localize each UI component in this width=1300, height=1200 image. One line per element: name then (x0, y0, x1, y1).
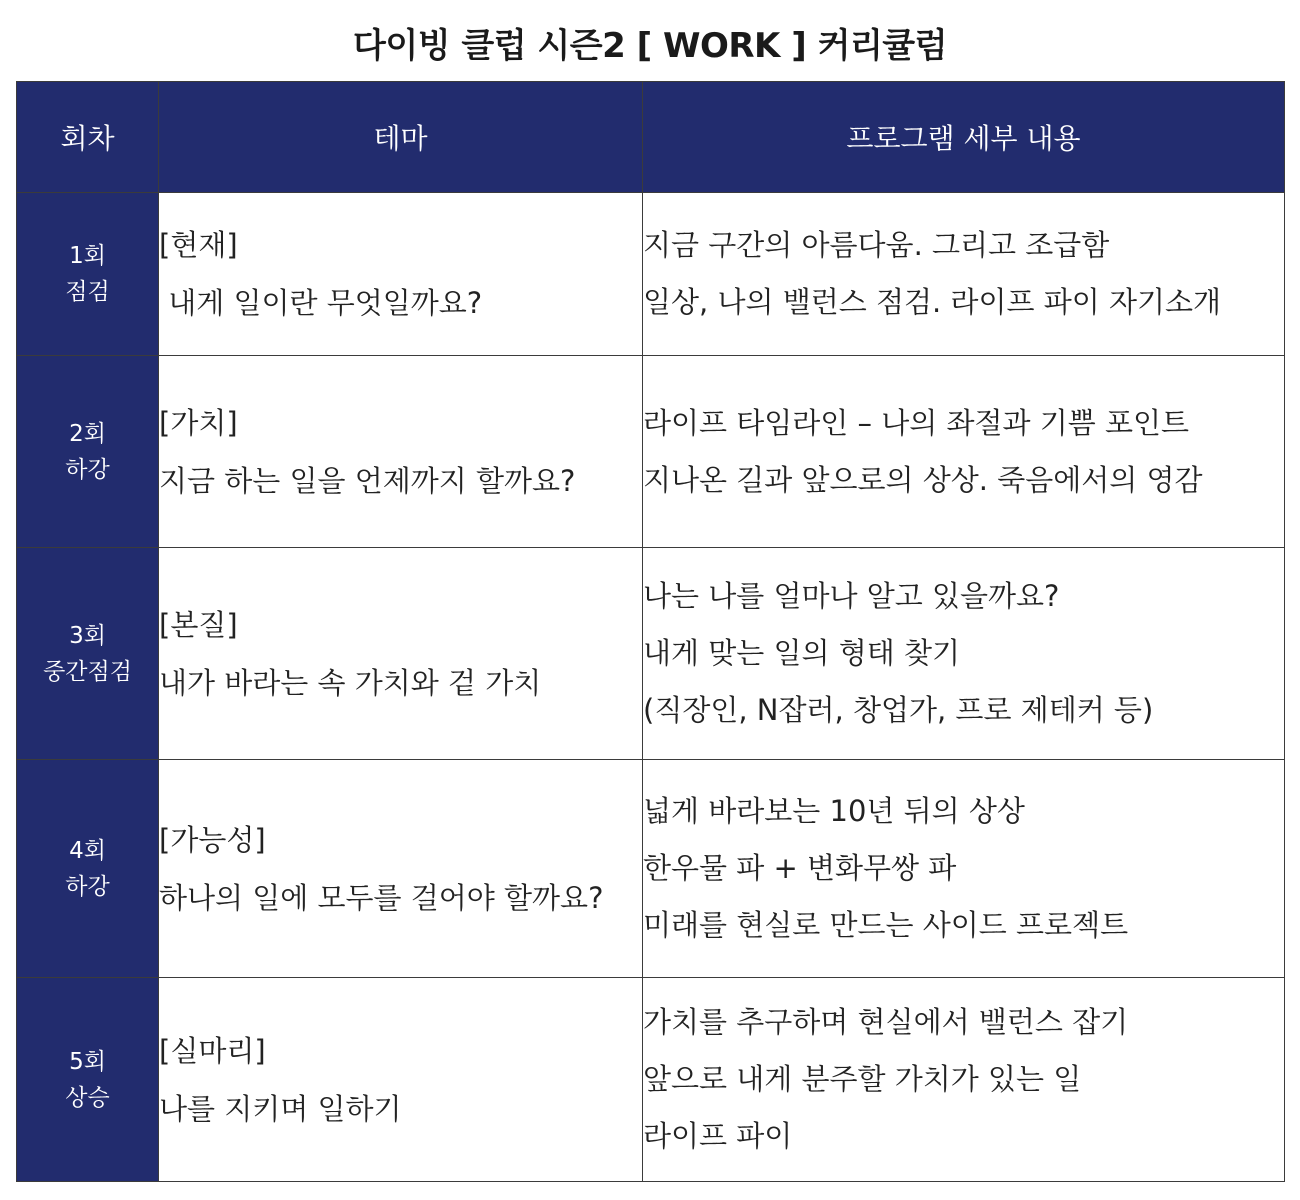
theme-question: 나를 지키며 일하기 (159, 1091, 402, 1126)
detail-cell (643, 356, 1285, 548)
detail-line: 앞으로 내게 분주할 가치가 있는 일 (643, 1062, 1082, 1096)
theme-tag: [본질] (159, 607, 238, 642)
header-detail: 프로그램 세부 내용 (643, 82, 1285, 193)
session-number: 5회 (69, 1048, 106, 1075)
detail-line: 일상, 나의 밸런스 점검. 라이프 파이 자기소개 (643, 285, 1221, 319)
session-number: 2회 (69, 420, 106, 447)
detail-line: 미래를 현실로 만드는 사이드 프로젝트 (643, 908, 1129, 942)
detail-line: 지금 구간의 아름다움. 그리고 조급함 (643, 228, 1110, 262)
detail-line: 지나온 길과 앞으로의 상상. 죽음에서의 영감 (643, 462, 1203, 497)
session-number: 1회 (69, 243, 106, 269)
detail-cell (643, 193, 1285, 356)
theme-tag: [실마리] (159, 1033, 266, 1068)
detail-line: 가치를 추구하며 현실에서 밸런스 잡기 (643, 1005, 1129, 1039)
session-cell (17, 978, 159, 1182)
session-cell (17, 193, 159, 356)
theme-tag: [현재] (159, 228, 238, 262)
theme-tag: [가능성] (159, 822, 266, 857)
table-row (17, 978, 1285, 1182)
theme-question: 지금 하는 일을 언제까지 할까요? (159, 463, 576, 498)
session-number: 4회 (69, 837, 106, 864)
table-row (17, 548, 1285, 760)
theme-cell (159, 760, 643, 978)
session-label: 하강 (65, 456, 110, 483)
detail-cell (643, 760, 1285, 978)
theme-question: 내게 일이란 무엇일까요? (159, 286, 483, 320)
session-label: 점검 (65, 279, 110, 305)
table-header-row (17, 82, 1285, 193)
detail-cell (643, 548, 1285, 760)
detail-line: 넓게 바라보는 10년 뒤의 상상 (643, 794, 1025, 828)
theme-tag: [가치] (159, 405, 238, 440)
session-cell (17, 548, 159, 760)
theme-cell (159, 548, 643, 760)
header-session: 회차 (17, 82, 159, 193)
detail-line: 라이프 파이 (643, 1119, 793, 1153)
session-number: 3회 (69, 622, 106, 649)
session-cell (17, 760, 159, 978)
theme-question: 하나의 일에 모두를 걸어야 할까요? (159, 880, 604, 915)
theme-question: 내가 바라는 속 가치와 겉 가치 (159, 665, 542, 700)
theme-cell (159, 356, 643, 548)
header-theme: 테마 (159, 82, 643, 193)
session-label: 중간점검 (43, 658, 132, 685)
detail-line: (직장인, N잡러, 창업가, 프로 제테커 등) (643, 693, 1154, 727)
table-row (17, 193, 1285, 356)
detail-line: 라이프 타임라인 – 나의 좌절과 기쁨 포인트 (643, 405, 1190, 440)
detail-line: 한우물 파 + 변화무쌍 파 (643, 851, 957, 885)
theme-cell (159, 978, 643, 1182)
detail-cell (643, 978, 1285, 1182)
theme-cell (159, 193, 643, 356)
table-row (17, 356, 1285, 548)
curriculum-table (16, 81, 1285, 1182)
table-row (17, 760, 1285, 978)
session-label: 상승 (65, 1084, 110, 1111)
session-cell (17, 356, 159, 548)
detail-line: 나는 나를 얼마나 알고 있을까요? (643, 579, 1060, 613)
page-title: 다이빙 클럽 시즌2 [ WORK ] 커리큘럼 (353, 26, 947, 66)
session-label: 하강 (65, 873, 110, 900)
detail-line: 내게 맞는 일의 형태 찾기 (643, 636, 961, 670)
